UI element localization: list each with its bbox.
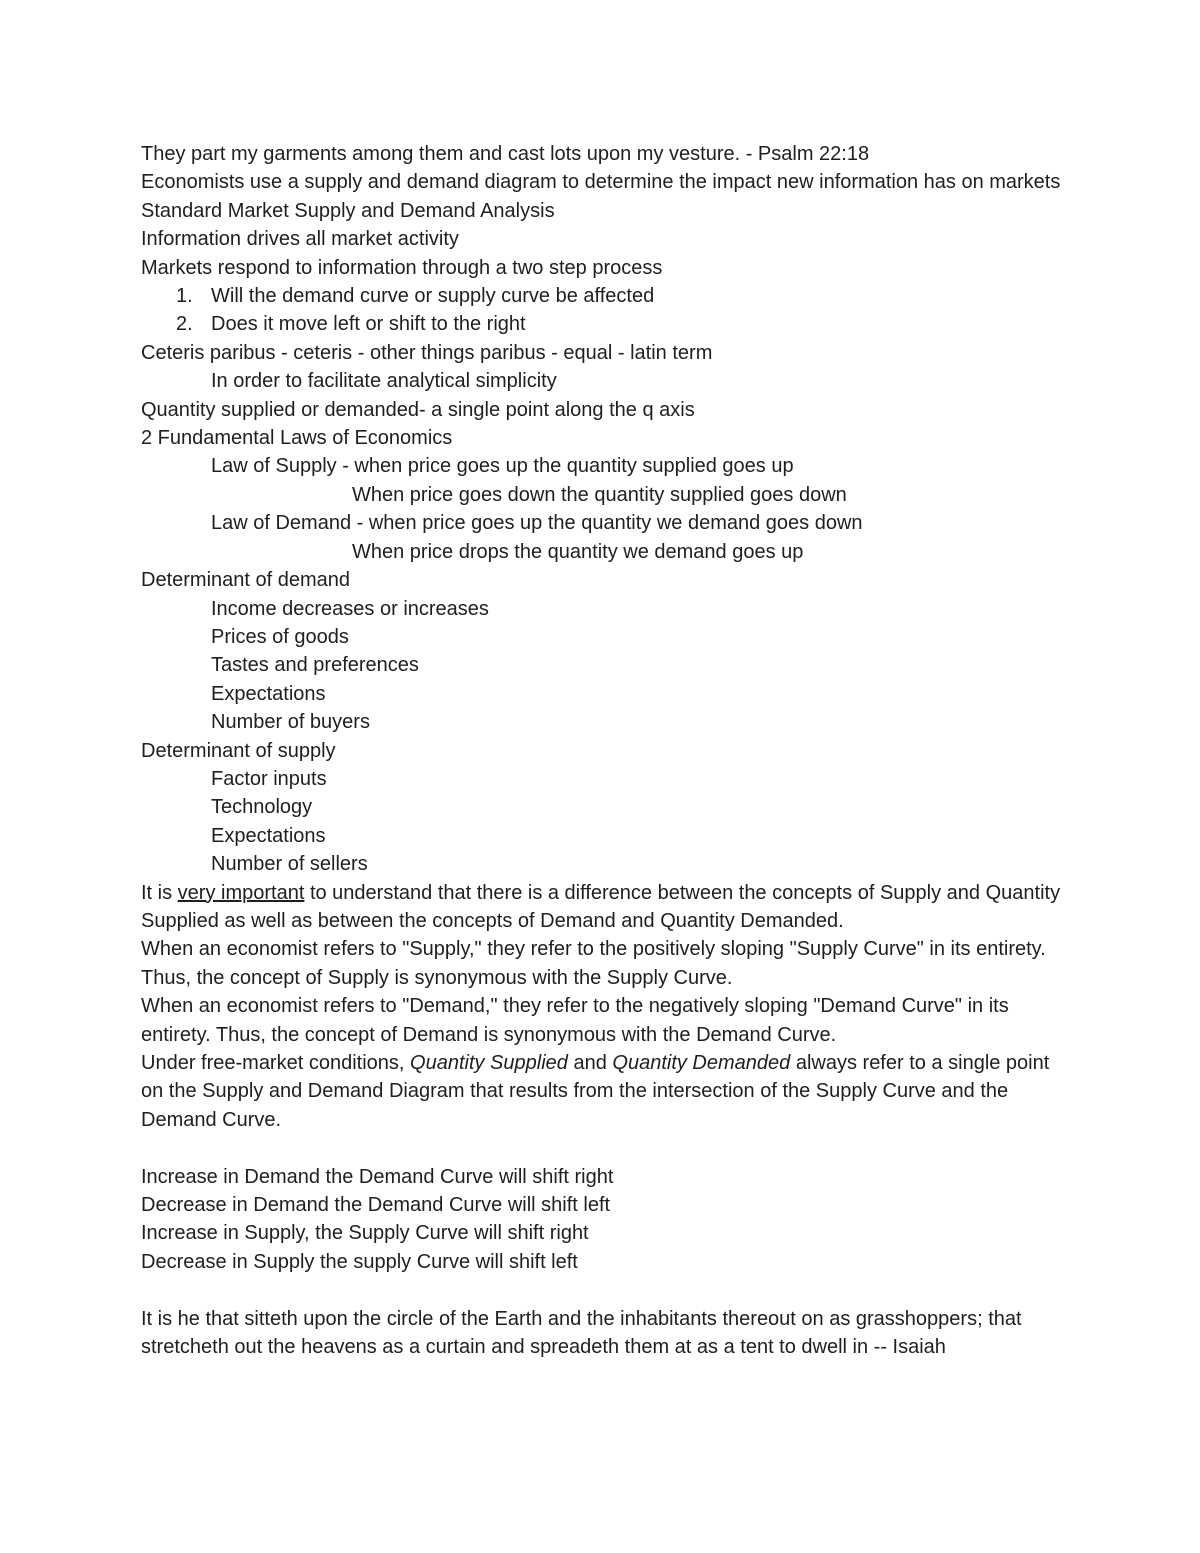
underlined-text: very important [177,881,305,904]
shift-line: Increase in Demand the Demand Curve will shift right [141,1165,614,1188]
shift-line: Decrease in Demand the Demand Curve will shift left [141,1194,611,1217]
demand-paragraph: When an economist refers to "Demand," they refer to the negatively sloping "Demand Curve" in its entirety. Thus, the concept of Demand is synonymous with the Demand Curve. [141,995,1009,1046]
laws-heading: 2 Fundamental Laws of Economics [141,427,453,450]
law-of-supply-cont: When price goes down the quantity supplied goes down [352,483,847,506]
quantity-line: Quantity supplied or demanded- a single point along the q axis [141,398,695,421]
analysis-heading: Standard Market Supply and Demand Analysis [141,199,555,222]
ceteris-paribus-line: Ceteris paribus - ceteris - other things paribus - equal - latin term [141,341,713,364]
important-pre: It is [141,881,178,904]
free-market-pre: Under free-market conditions, [141,1052,411,1074]
quantity-supplied-term: Quantity Supplied [410,1052,568,1074]
blank-line [141,1134,1061,1162]
list-item: Prices of goods [211,625,349,648]
determinant-demand-heading: Determinant of demand [141,569,351,592]
list-item: Tastes and preferences [211,654,419,677]
law-of-supply: Law of Supply - when price goes up the quantity supplied goes up [211,455,794,478]
list-item-text: Does it move left or shift to the right [211,313,526,336]
determinant-supply-heading: Determinant of supply [141,739,336,762]
free-market-post: always refer to a single point on the Supply and Demand Diagram that results from the intersection of the Supply Curve and the Demand Curve. [141,1052,1050,1131]
law-of-demand-cont: When price drops the quantity we demand goes up [352,540,804,563]
free-market-mid: and [567,1052,613,1074]
list-item: Technology [211,796,313,819]
isaiah-quote: It is he that sitteth upon the circle of the Earth and the inhabitants thereout on as grasshoppers; that stretcheth out the heavens as a curtain and spreadeth them at as a tent to dwell in -- Isaiah [141,1307,1022,1359]
list-item: Income decreases or increases [211,597,489,620]
list-item [141,282,1061,310]
list-item-text: Will the demand curve or supply curve be affected [211,285,655,308]
shift-line: Decrease in Supply the supply Curve will shift left [141,1250,578,1273]
law-of-demand: Law of Demand - when price goes up the quantity we demand goes down [211,512,863,535]
information-line: Information drives all market activity [141,228,459,251]
free-market-paragraph [141,1049,1061,1134]
list-item: Number of sellers [211,853,368,876]
blank-line [141,1276,1061,1304]
list-item: Factor inputs [211,767,327,790]
quantity-demanded-term: Quantity Demanded [612,1052,791,1074]
intro-line: Economists use a supply and demand diagram to determine the impact new information has on markets [141,171,1061,194]
document-body [141,140,1061,1361]
shift-line: Increase in Supply, the Supply Curve will shift right [141,1222,589,1245]
ceteris-paribus-note: In order to facilitate analytical simplicity [211,370,557,393]
list-number: 2. [176,313,193,336]
markets-respond-line: Markets respond to information through a two step process [141,256,663,279]
list-item: Expectations [211,682,326,705]
important-post: to understand that there is a difference between the concepts of Supply and Quantity Supplied as well as between the concepts of Demand and Quantity Demanded. [141,881,1061,932]
list-item: Expectations [211,824,326,847]
important-paragraph [141,879,1061,936]
list-number: 1. [176,285,193,308]
psalm-quote: They part my garments among them and cast lots upon my vesture. - Psalm 22:18 [141,143,870,165]
list-item: Number of buyers [211,711,370,734]
list-item [141,310,1061,338]
supply-paragraph: When an economist refers to "Supply," they refer to the positively sloping "Supply Curve" in its entirety. Thus, the concept of Supply is synonymous with the Supply Curve. [141,938,1046,989]
